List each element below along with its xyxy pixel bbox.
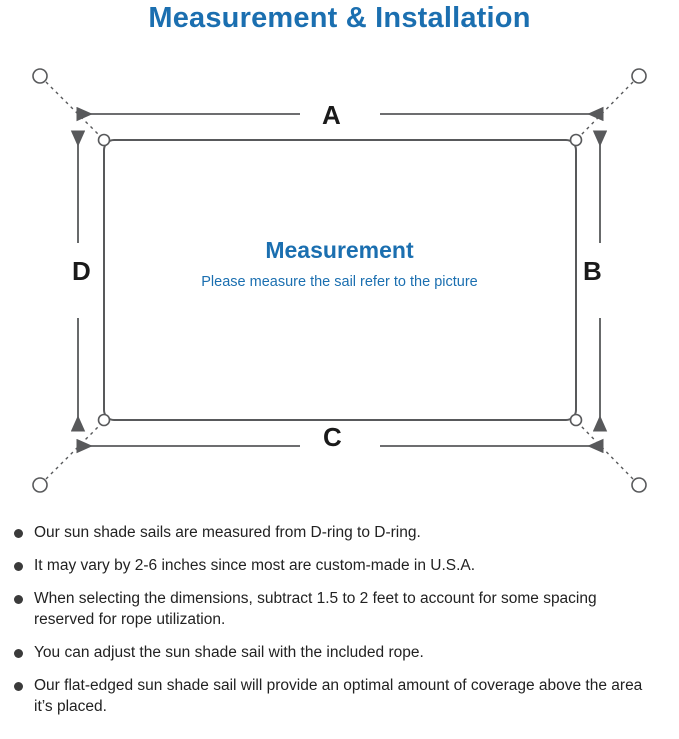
d-ring-bottom-left — [99, 415, 110, 426]
notes-list — [0, 522, 679, 729]
bullet-icon — [14, 529, 23, 538]
bullet-icon — [14, 562, 23, 571]
list-item — [0, 555, 679, 576]
rope-top-left — [46, 82, 99, 135]
d-ring-top-left — [99, 135, 110, 146]
d-ring-bottom-right — [571, 415, 582, 426]
measurement-heading: Measurement — [265, 237, 414, 263]
list-item — [0, 675, 679, 717]
anchor-point-top-right — [632, 69, 646, 83]
anchor-point-top-left — [33, 69, 47, 83]
note-text: Our flat-edged sun shade sail will provide an optimal amount of coverage above the area it’s placed. — [34, 677, 643, 715]
d-ring-top-right — [571, 135, 582, 146]
anchor-point-bottom-right — [632, 478, 646, 492]
list-item — [0, 588, 679, 630]
note-text: When selecting the dimensions, subtract 1.5 to 2 feet to account for some spacing reserved for rope utilization. — [34, 590, 597, 628]
anchor-point-bottom-left — [33, 478, 47, 492]
dimension-label-b: B — [583, 256, 602, 286]
bullet-icon — [14, 682, 23, 691]
page-title: Measurement & Installation — [148, 2, 531, 34]
dimension-label-c: C — [323, 422, 342, 452]
rope-bottom-right — [581, 426, 633, 479]
rope-top-right — [581, 82, 633, 135]
dimension-label-a: A — [322, 100, 341, 130]
bullet-icon — [14, 595, 23, 604]
note-text: Our sun shade sails are measured from D-ring to D-ring. — [34, 524, 421, 541]
list-item — [0, 642, 679, 663]
note-text: You can adjust the sun shade sail with the included rope. — [34, 644, 424, 661]
rope-bottom-left — [46, 426, 99, 479]
dimension-label-d: D — [72, 256, 91, 286]
list-item — [0, 522, 679, 543]
note-text: It may vary by 2-6 inches since most are custom-made in U.S.A. — [34, 557, 476, 574]
bullet-icon — [14, 649, 23, 658]
shade-sail-measurement-diagram — [0, 48, 679, 518]
measurement-subtext: Please measure the sail refer to the picture — [201, 274, 478, 290]
